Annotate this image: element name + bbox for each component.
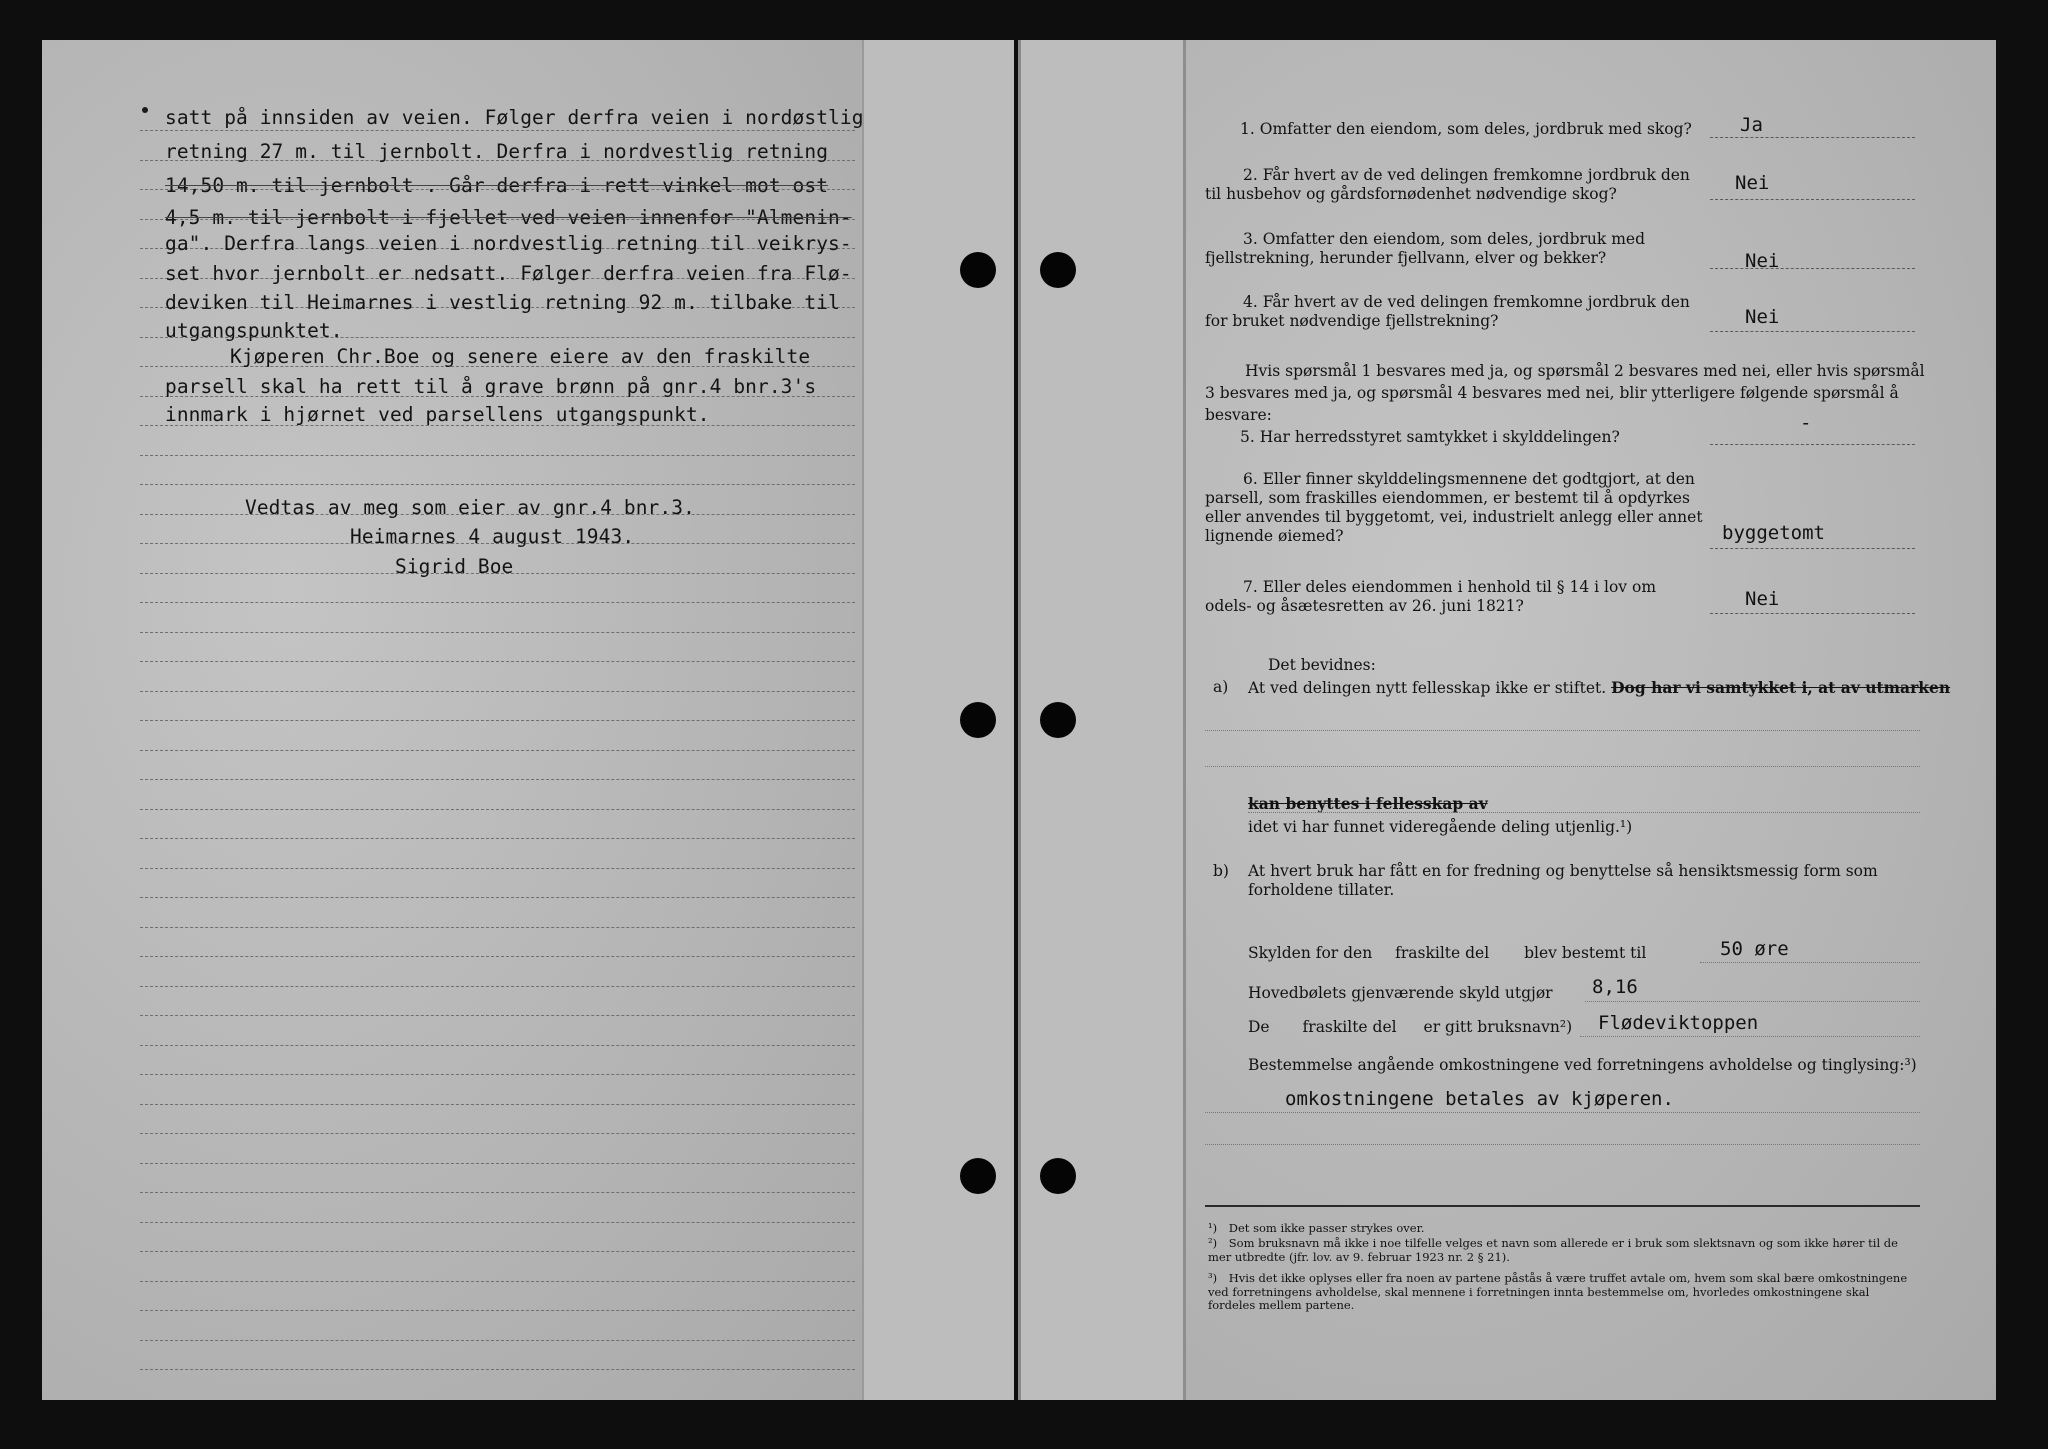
bestemmelse-value: omkostningene betales av kjøperen. bbox=[1285, 1088, 1674, 1110]
question-text: Får hvert av de ved delingen fremkomne jordbruk den for bruket nødvendige fjellstrekning? bbox=[1205, 293, 1690, 330]
answer-line bbox=[1710, 444, 1915, 446]
ruled-line bbox=[140, 986, 855, 988]
dotted-line bbox=[1205, 730, 1920, 732]
skylden-label: blev bestemt til bbox=[1524, 944, 1647, 962]
ruled-line bbox=[140, 927, 855, 929]
ruled-line bbox=[140, 632, 855, 634]
footnote-mark: ³) bbox=[1208, 1271, 1218, 1285]
ruled-line bbox=[140, 1281, 855, 1283]
item-a-after: idet vi har funnet videregående deling utjenlig.¹) bbox=[1248, 818, 1633, 836]
ruled-line bbox=[140, 956, 855, 958]
answer-line bbox=[1710, 268, 1915, 270]
bevidnes-heading: Det bevidnes: bbox=[1268, 656, 1376, 674]
item-a-struck-2: kan benyttes i fellesskap av bbox=[1248, 794, 1488, 813]
ruled-line bbox=[140, 750, 855, 752]
footnote-mark: ¹) bbox=[1208, 1221, 1218, 1235]
bruksnavn-label: er gitt bruksnavn²) bbox=[1423, 1018, 1573, 1036]
dotted-line bbox=[1205, 766, 1920, 768]
answer-5: - bbox=[1800, 412, 1812, 434]
question-7 bbox=[1205, 578, 1705, 616]
dotted-line bbox=[1205, 1112, 1920, 1114]
dotted-line bbox=[1700, 962, 1920, 964]
answer-line bbox=[1710, 199, 1915, 201]
binding-hole bbox=[960, 252, 996, 288]
answer-2: Nei bbox=[1735, 172, 1770, 194]
question-text: Har herredsstyret samtykket i skylddelingen? bbox=[1259, 428, 1620, 446]
bruksnavn-label: De bbox=[1248, 1018, 1270, 1036]
answer-1: Ja bbox=[1740, 114, 1763, 136]
question-text: Eller finner skylddelingsmennene det godtgjort, at den parsell, som fraskilles eiendommen, er bestemt til å opdyrkes eller anvendes til byggetomt, vei, industrielt anlegg eller annet lignende øiemed? bbox=[1205, 470, 1703, 545]
ruled-line bbox=[140, 809, 855, 811]
question-1 bbox=[1240, 120, 1710, 139]
footnote-1 bbox=[1208, 1222, 1920, 1236]
question-number: 5. bbox=[1240, 428, 1255, 446]
ruled-line bbox=[140, 838, 855, 840]
ruled-line bbox=[140, 1340, 855, 1342]
typed-line: Kjøperen Chr.Boe og senere eiere av den fraskilte bbox=[230, 345, 811, 368]
question-text: Omfatter den eiendom, som deles, jordbruk med skog? bbox=[1259, 120, 1692, 138]
ruled-line bbox=[140, 484, 855, 486]
question-5 bbox=[1240, 428, 1710, 447]
skylden-label: Skylden for den bbox=[1248, 944, 1373, 962]
ruled-line bbox=[140, 1015, 855, 1017]
typed-line: 4,5 m. til jernbolt i fjellet ved veien innenfor "Almenin- bbox=[165, 206, 852, 229]
item-b-label: b) bbox=[1213, 862, 1229, 880]
dotted-line bbox=[1585, 1001, 1920, 1003]
item-a-text bbox=[1248, 678, 1951, 698]
ruled-line bbox=[140, 1222, 855, 1224]
typed-line: retning 27 m. til jernbolt. Derfra i nordvestlig retning bbox=[165, 140, 829, 163]
question-text: Omfatter den eiendom, som deles, jordbruk med fjellstrekning, herunder fjellvann, elver og bekker? bbox=[1205, 230, 1646, 267]
dotted-line bbox=[1580, 1036, 1920, 1038]
question-2 bbox=[1205, 166, 1705, 204]
ruled-line bbox=[140, 897, 855, 899]
skylden-row bbox=[1248, 944, 1928, 963]
answer-4: Nei bbox=[1745, 306, 1780, 328]
dotted-line bbox=[1205, 1144, 1920, 1146]
footnote-text: Som bruksnavn må ikke i noe tilfelle velges et navn som allerede er i bruk som slektsnavn og som ikke hører til de mer utbredte (jfr. lov. av 9. februar 1923 nr. 2 § 21). bbox=[1208, 1236, 1898, 1264]
binding-hole bbox=[1040, 702, 1076, 738]
signature-line: Heimarnes 4 august 1943. bbox=[350, 525, 635, 548]
ruled-line bbox=[140, 720, 855, 722]
item-a-label: a) bbox=[1213, 678, 1229, 696]
ruled-line bbox=[140, 1045, 855, 1047]
question-number: 6. bbox=[1243, 470, 1258, 488]
ruled-line bbox=[140, 779, 855, 781]
binding-hole bbox=[1040, 1158, 1076, 1194]
hovedbol-value: 8,16 bbox=[1592, 976, 1638, 998]
ruled-line bbox=[140, 130, 855, 132]
answer-line bbox=[1710, 331, 1915, 333]
ruled-line bbox=[140, 1251, 855, 1253]
ruled-line bbox=[140, 691, 855, 693]
answer-3: Nei bbox=[1745, 250, 1780, 272]
ruled-line bbox=[140, 661, 855, 663]
item-a-main: At ved delingen nytt fellesskap ikke er stiftet. bbox=[1248, 679, 1607, 697]
ruled-line bbox=[140, 1074, 855, 1076]
binding-hole bbox=[960, 1158, 996, 1194]
answer-line bbox=[1710, 137, 1915, 139]
answer-line bbox=[1710, 613, 1915, 615]
question-number: 3. bbox=[1243, 230, 1258, 248]
ruled-line bbox=[140, 1133, 855, 1135]
question-4 bbox=[1205, 293, 1705, 331]
typed-line: deviken til Heimarnes i vestlig retning 92 m. tilbake til bbox=[165, 291, 840, 314]
typed-line: 14,50 m. til jernbolt . Går derfra i rett vinkel mot ost bbox=[165, 174, 829, 197]
bruksnavn-label: fraskilte del bbox=[1302, 1018, 1397, 1036]
ruled-line bbox=[140, 1369, 855, 1371]
footnote-2 bbox=[1208, 1237, 1920, 1264]
question-6 bbox=[1205, 470, 1705, 546]
hovedbol-label: Hovedbølets gjenværende skyld utgjør bbox=[1248, 984, 1553, 1002]
ruled-line bbox=[140, 1163, 855, 1165]
typed-line: set hvor jernbolt er nedsatt. Følger derfra veien fra Flø- bbox=[165, 262, 852, 285]
skylden-label: fraskilte del bbox=[1395, 944, 1490, 962]
ruled-line bbox=[140, 868, 855, 870]
question-number: 7. bbox=[1243, 578, 1258, 596]
typed-line: utgangspunktet. bbox=[165, 319, 343, 342]
binding-hole bbox=[960, 702, 996, 738]
ruled-line bbox=[140, 602, 855, 604]
dotted-line bbox=[1248, 812, 1920, 814]
conditional-text: Hvis spørsmål 1 besvares med ja, og spørsmål 2 besvares med nei, eller hvis spørsmål 3 besvares med ja, og spørsmål 4 besvares med nei, blir ytterligere følgende spørsmål å besvare: bbox=[1205, 362, 1925, 424]
question-3 bbox=[1205, 230, 1705, 268]
ruled-line bbox=[140, 1104, 855, 1106]
footnote-text: Det som ikke passer strykes over. bbox=[1228, 1221, 1425, 1235]
question-text: Får hvert av de ved delingen fremkomne jordbruk den til husbehov og gårdsfornødenhet nødvendige skog? bbox=[1205, 166, 1690, 203]
ruled-line bbox=[140, 455, 855, 457]
item-b-text: At hvert bruk har fått en for fredning og benyttelse så hensiktsmessig form som forholdene tillater. bbox=[1248, 862, 1878, 899]
question-number: 2. bbox=[1243, 166, 1258, 184]
ruled-line bbox=[140, 1192, 855, 1194]
ruled-line bbox=[140, 1310, 855, 1312]
question-number: 4. bbox=[1243, 293, 1258, 311]
footnote-text: Hvis det ikke oplyses eller fra noen av partene påstås å være truffet avtale om, hvem som skal bære omkostningene ved forretningens avholdelse, skal mennene i forretningen inntа bestemmelse om, hvorledes omkostningene skal fordeles mellem partene. bbox=[1208, 1271, 1908, 1312]
typed-line: parsell skal ha rett til å grave brønn på gnr.4 bnr.3's bbox=[165, 375, 817, 398]
signature-line: Vedtas av meg som eier av gnr.4 bnr.3. bbox=[245, 496, 695, 519]
skylden-value: 50 øre bbox=[1720, 938, 1789, 960]
answer-line bbox=[1710, 548, 1915, 550]
binding-hole bbox=[1040, 252, 1076, 288]
bestemmelse-label: Bestemmelse angående omkostningene ved forretningens avholdelse og tinglysing:³) bbox=[1248, 1056, 1917, 1074]
footnote-rule bbox=[1205, 1205, 1920, 1207]
bullet-dot bbox=[142, 107, 148, 113]
typed-line: satt på innsiden av veien. Følger derfra veien i nordøstlig bbox=[165, 106, 864, 129]
answer-6: byggetomt bbox=[1722, 522, 1825, 544]
footnote-3 bbox=[1208, 1272, 1920, 1313]
item-a-struck: Dog har vi samtykket i, at av utmarken bbox=[1611, 678, 1951, 697]
answer-7: Nei bbox=[1745, 588, 1780, 610]
typed-line: ga". Derfra langs veien i nordvestlig retning til veikrys- bbox=[165, 232, 852, 255]
footnote-mark: ²) bbox=[1208, 1236, 1218, 1250]
question-number: 1. bbox=[1240, 120, 1255, 138]
signature-line: Sigrid Boe bbox=[395, 555, 514, 578]
typed-line: innmark i hjørnet ved parsellens utgangspunkt. bbox=[165, 403, 710, 426]
bruksnavn-value: Flødeviktoppen bbox=[1598, 1012, 1759, 1034]
bruksnavn-row bbox=[1248, 1018, 1572, 1037]
question-text: Eller deles eiendommen i henhold til § 14 i lov om odels- og åsætesretten av 26. juni 1821? bbox=[1205, 578, 1657, 615]
